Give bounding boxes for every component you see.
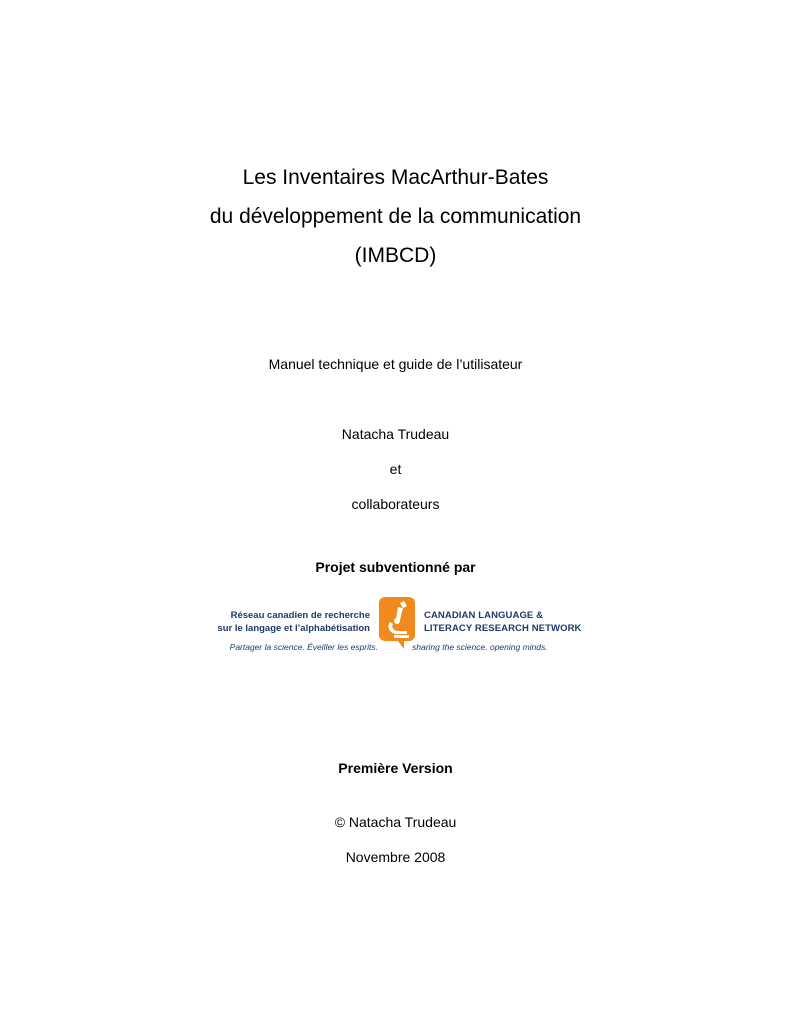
title-line-1: Les Inventaires MacArthur-Bates — [242, 166, 549, 189]
subtitle: Manuel technique et guide de l’utilisateur — [268, 356, 523, 372]
logo-french-name-line-2: sur le langage et l’alphabétisation — [217, 623, 370, 634]
conjunction: et — [389, 461, 402, 477]
logo-tagline-english: sharing the science. opening minds. — [412, 642, 548, 652]
date: Novembre 2008 — [345, 849, 446, 865]
title-line-2: du développement de la communication — [209, 205, 582, 228]
logo-french-name-line-1: Réseau canadien de recherche — [230, 610, 370, 621]
logo-tagline-french: Partager la science. Éveiller les esprits. — [229, 642, 378, 652]
collaborators: collaborateurs — [351, 496, 440, 512]
title-line-3: (IMBCD) — [354, 244, 437, 267]
logo-english-name-line-2: LITERACY RESEARCH NETWORK — [424, 623, 582, 634]
version: Première Version — [338, 760, 453, 776]
logo-english-name-line-1: CANADIAN LANGUAGE & — [424, 610, 544, 621]
author: Natacha Trudeau — [341, 426, 450, 442]
funding-label: Projet subventionné par — [315, 559, 476, 575]
copyright: © Natacha Trudeau — [334, 814, 457, 830]
network-logo — [217, 592, 582, 656]
